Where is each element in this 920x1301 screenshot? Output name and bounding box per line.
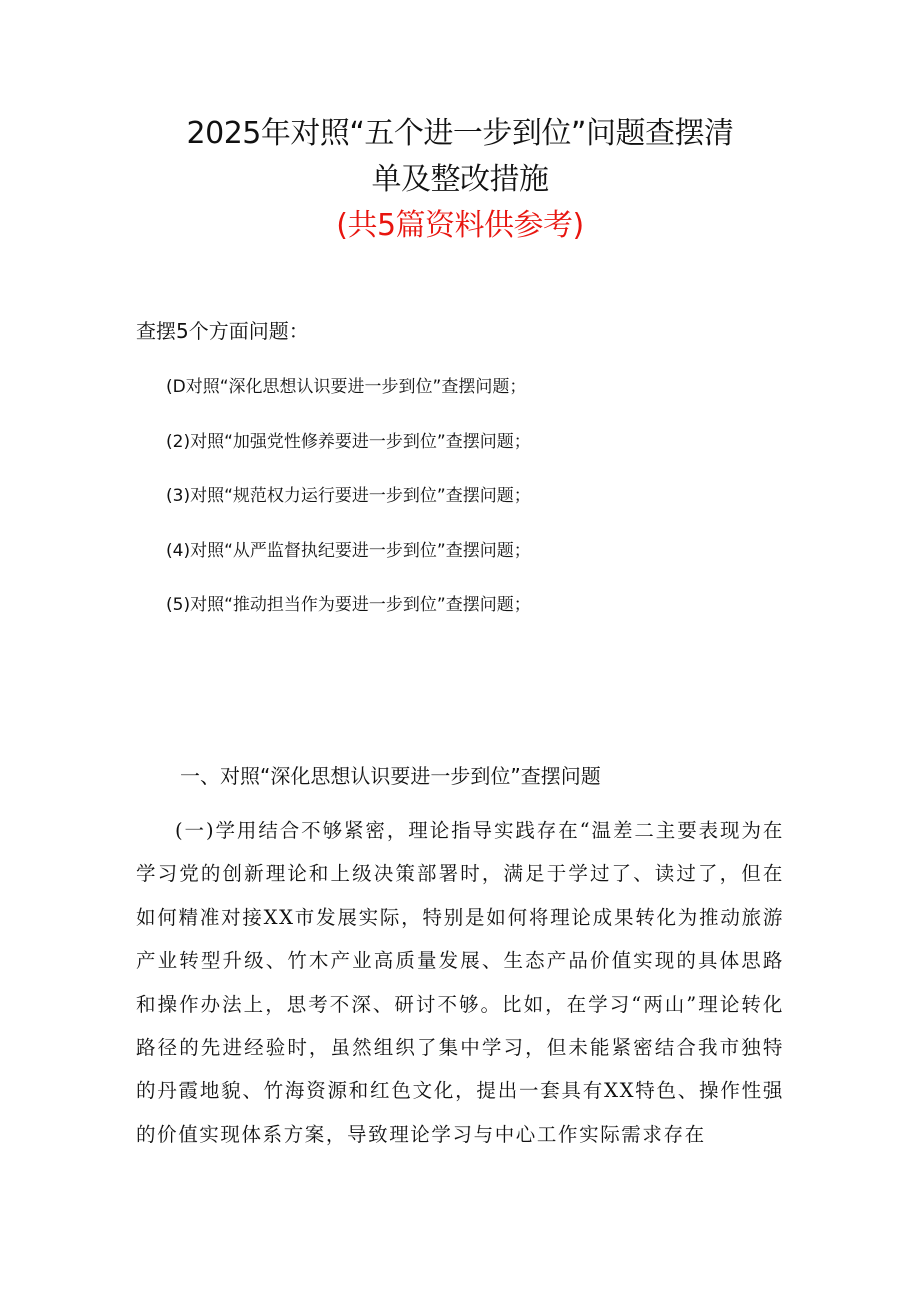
document-subtitle: (共5篇资料供参考) bbox=[336, 208, 584, 243]
list-item: (D对照“深化思想认识要进一步到位”查摆问题； bbox=[166, 377, 527, 397]
document-title-line-2: 单及整改措施 bbox=[371, 162, 549, 197]
list-item: (3)对照“规范权力运行要进一步到位”查摆问题； bbox=[166, 486, 531, 506]
section-heading: 一、对照“深化思想认识要进一步到位”查摆问题 bbox=[180, 764, 601, 788]
list-item: (4)对照“从严监督执纪要进一步到位”查摆问题； bbox=[166, 540, 531, 561]
issue-list bbox=[166, 372, 531, 645]
list-item: (2)对照“加强党性修养要进一步到位”查摆问题； bbox=[166, 431, 531, 452]
list-item: (5)对照“推动担当作为要进一步到位”查摆问题； bbox=[166, 595, 531, 615]
intro-text: 查摆5个方面问题： bbox=[136, 319, 309, 343]
document-title-line-1: 2025年对照“五个进一步到位”问题查摆清 bbox=[186, 116, 734, 151]
body-paragraph: (一)学用结合不够紧密，理论指导实践存在“温差二主要表现为在学习党的创新理论和上级决策部署时，满足于学过了、读过了，但在如何精准对接XX市发展实际，特别是如何将理论成果转化为推动旅游产业转型升级、竹木产业高质量发展、生态产品价值实现的具体思路和操作办法上，思考不深、研讨不够。比如，在学习“两山”理论转化路径的先进经验时，虽然组织了集中学习，但未能紧密结合我市独特的丹霞地貌、竹海资源和红色文化，提出一套具有XX特色、操作性强的价值实现体系方案，导致理论学习与中心工作实际需求存在 bbox=[136, 819, 784, 1146]
